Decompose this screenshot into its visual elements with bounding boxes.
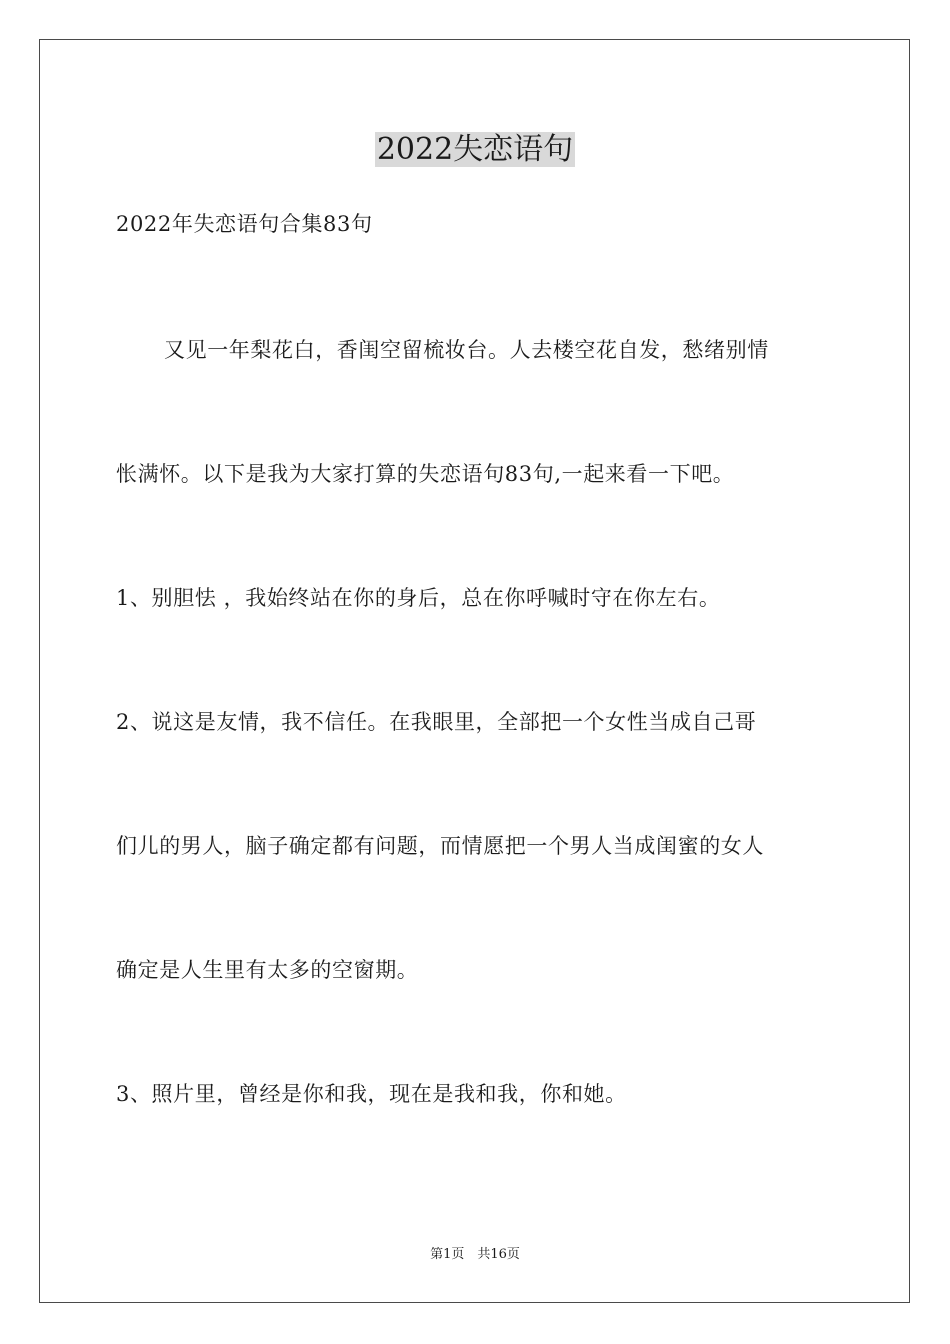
paragraph-line: 怅满怀。以下是我为大家打算的失恋语句83句,一起来看一下吧。 [116,462,735,486]
paragraph-line: 1、别胆怯 ，我始终站在你的身后，总在你呼喊时守在你左右。 [116,586,721,610]
document-title-text: 2022失恋语句 [376,132,574,167]
paragraph-line: 确定是人生里有太多的空窗期。 [116,958,419,982]
paragraph-line: 3、照片里，曾经是你和我，现在是我和我，你和她。 [116,1082,627,1106]
subtitle-line: 2022年失恋语句合集83句 [116,212,373,236]
page-number-footer: 第1页 共16页 [430,1247,520,1262]
paragraph-line: 2、说这是友情，我不信任。在我眼里，全部把一个女性当成自己哥 [116,710,757,734]
paragraph-line: 们儿的男人，脑子确定都有问题，而情愿把一个男人当成闺蜜的女人 [116,834,764,858]
paragraph-line: 又见一年梨花白，香闺空留梳妆台。人去楼空花自发，愁绪别情 [164,338,769,362]
document-title [0,128,950,172]
